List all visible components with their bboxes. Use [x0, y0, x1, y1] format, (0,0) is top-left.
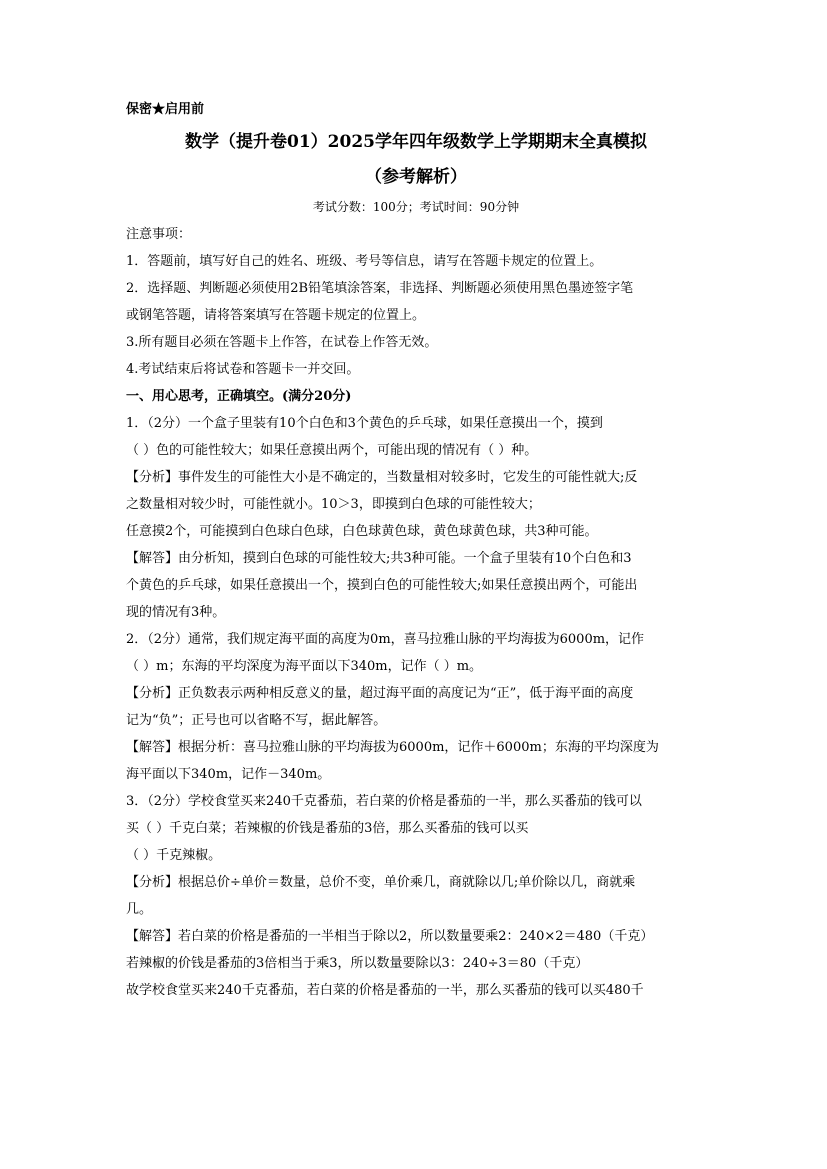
question-line: 买（ ）千克白菜；若辣椒的价钱是番茄的3倍，那么买番茄的钱可以买: [126, 821, 529, 836]
notice-item: 4.考试结束后将试卷和答题卡一并交回。: [126, 362, 360, 377]
question-line: （ ）千克辣椒。: [126, 848, 222, 863]
notice-item: 1．答题前，填写好自己的姓名、班级、考号等信息，请写在答题卡规定的位置上。: [126, 254, 603, 269]
section-heading: 一、用心思考，正确填空。(满分20分): [126, 389, 352, 404]
analysis-line: 几。: [126, 902, 153, 917]
question-line: 3．（2分）学校食堂买来240千克番茄，若白菜的价格是番茄的一半，那么买番茄的钱可以: [126, 794, 642, 809]
solution-line: 【解答】若白菜的价格是番茄的一半相当于除以2，所以数量要乘2：240×2＝480（千克）: [126, 929, 654, 944]
solution-line: 个黄色的乒乓球，如果任意摸出一个，摸到白色的可能性较大;如果任意摸出两个，可能出: [126, 578, 638, 593]
analysis-line: 【分析】根据总价÷单价＝数量，总价不变，单价乘几，商就除以几;单价除以几，商就乘: [126, 875, 636, 890]
notice-item: 或钢笔答题，请将答案填写在答题卡规定的位置上。: [126, 308, 426, 323]
document-subtitle: （参考解析）: [365, 167, 467, 187]
notice-item: 2．选择题、判断题必须使用2B铅笔填涂答案，非选择、判断题必须使用黑色墨迹签字笔: [126, 281, 634, 296]
exam-info: 考试分数：100分；考试时间：90分钟: [312, 200, 520, 214]
notice-section: [126, 221, 706, 383]
analysis-line: 【分析】正负数表示两种相反意义的量，超过海平面的高度记为“正”，低于海平面的高度: [126, 686, 634, 701]
solution-line: 现的情况有3种。: [126, 605, 226, 620]
question-line: 1．（2分）一个盒子里装有10个白色和3个黄色的乒乓球，如果任意摸出一个，摸到: [126, 416, 603, 431]
question-2: [126, 626, 706, 788]
solution-line: 若辣椒的价钱是番茄的3倍相当于乘3，所以数量要除以3：240÷3＝80（千克）: [126, 956, 589, 971]
solution-line: 海平面以下340m，记作－340m。: [126, 767, 331, 782]
analysis-line: 记为“负”；正号也可以省略不写，据此解答。: [126, 713, 387, 728]
notice-heading: 注意事项：: [126, 227, 192, 242]
question-line: （ ）m；东海的平均深度为海平面以下340m，记作（ ）m。: [126, 659, 483, 674]
question-1: [126, 410, 706, 626]
question-line: （ ）色的可能性较大；如果任意摸出两个，可能出现的情况有（ ）种。: [126, 443, 538, 458]
question-3: [126, 788, 706, 1004]
solution-line: 【解答】由分析知，摸到白色球的可能性较大;共3种可能。一个盒子里装有10个白色和3: [126, 551, 632, 566]
analysis-line: 【分析】事件发生的可能性大小是不确定的，当数量相对较多时，它发生的可能性就大;反: [126, 470, 638, 485]
analysis-line: 之数量相对较少时，可能性就小。10＞3，即摸到白色球的可能性较大；: [126, 497, 541, 512]
solution-line: 【解答】根据分析：喜马拉雅山脉的平均海拔为6000m，记作＋6000m；东海的平均深度为: [126, 740, 659, 755]
solution-line: 故学校食堂买来240千克番茄，若白菜的价格是番茄的一半，那么买番茄的钱可以买480千: [126, 983, 644, 998]
confidential-label: 保密★启用前: [126, 102, 205, 117]
document-page: [126, 100, 706, 1004]
question-line: 2．（2分）通常，我们规定海平面的高度为0m，喜马拉雅山脉的平均海拔为6000m，记作: [126, 632, 645, 647]
document-title: 数学（提升卷01）2025学年四年级数学上学期期末全真模拟: [185, 132, 647, 152]
analysis-line: 任意摸2个，可能摸到白色球白色球，白色球黄色球，黄色球黄色球，共3种可能。: [126, 524, 598, 539]
notice-item: 3.所有题目必须在答题卡上作答，在试卷上作答无效。: [126, 335, 438, 350]
